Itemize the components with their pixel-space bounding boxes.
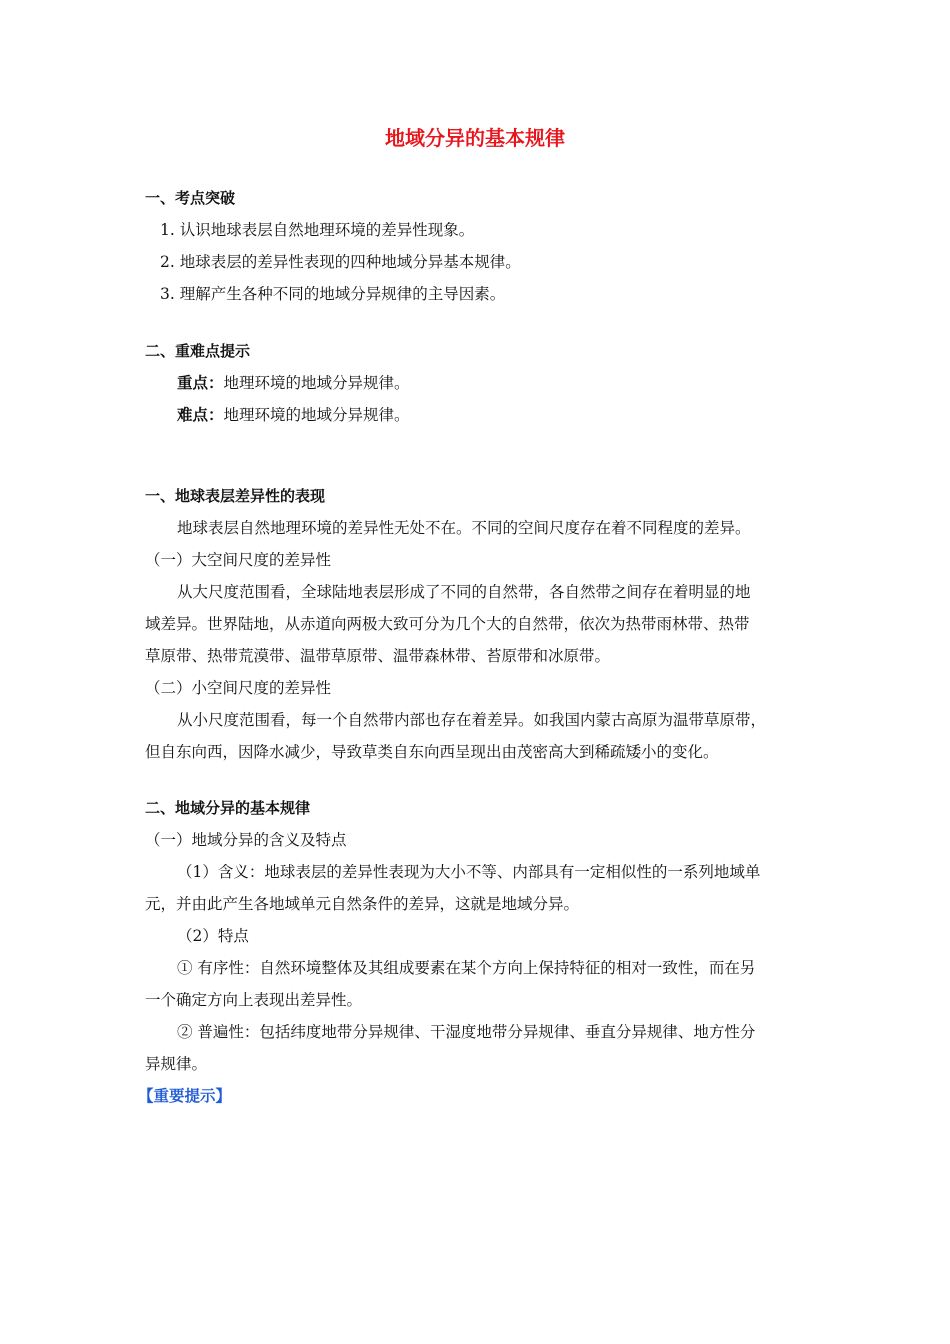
paragraph-line: 元，并由此产生各地域单元自然条件的差异，这就是地域分异。 — [145, 895, 580, 913]
paragraph-line: ② 普遍性：包括纬度地带分异规律、干湿度地带分异规律、垂直分异规律、地方性分 — [177, 1023, 756, 1041]
section-heading-key-difficult: 二、重难点提示 — [145, 342, 251, 360]
paragraph-line: 一个确定方向上表现出差异性。 — [145, 991, 363, 1009]
subheading-meaning-features: （一）地域分异的含义及特点 — [145, 831, 347, 849]
difficult-point-text: 地理环境的地域分异规律。 — [223, 406, 410, 424]
paragraph-line: 域差异。世界陆地，从赤道向两极大致可分为几个大的自然带，依次为热带雨林带、热带 — [145, 615, 750, 633]
difficult-point-line — [177, 404, 410, 426]
subheading-features: （2）特点 — [177, 927, 249, 945]
exam-point-item: 3. 理解产生各种不同的地域分异规律的主导因素。 — [160, 285, 506, 303]
part-heading-basic-rules: 二、地域分异的基本规律 — [145, 799, 311, 817]
exam-point-item: 2. 地球表层的差异性表现的四种地域分异基本规律。 — [160, 253, 521, 271]
paragraph-line: 从大尺度范围看，全球陆地表层形成了不同的自然带，各自然带之间存在着明显的地 — [177, 583, 751, 601]
paragraph-line: 从小尺度范围看，每一个自然带内部也存在着差异。如我国内蒙古高原为温带草原带， — [177, 711, 767, 729]
section-heading-exam-points: 一、考点突破 — [145, 189, 236, 207]
paragraph-line: 地球表层自然地理环境的差异性无处不在。不同的空间尺度存在着不同程度的差异。 — [177, 519, 751, 537]
document-title: 地域分异的基本规律 — [385, 126, 565, 150]
key-point-line — [177, 372, 410, 394]
subheading-large-scale: （一）大空间尺度的差异性 — [145, 551, 332, 569]
paragraph-line: ① 有序性：自然环境整体及其组成要素在某个方向上保持特征的相对一致性，而在另 — [177, 959, 756, 977]
paragraph-line: （1）含义：地球表层的差异性表现为大小不等、内部具有一定相似性的一系列地域单 — [177, 863, 761, 881]
subheading-small-scale: （二）小空间尺度的差异性 — [145, 679, 332, 697]
difficult-point-label: 难点： — [177, 406, 224, 424]
key-point-text: 地理环境的地域分异规律。 — [223, 374, 410, 392]
exam-point-item: 1. 认识地球表层自然地理环境的差异性现象。 — [160, 221, 475, 239]
part-heading-surface-differences: 一、地球表层差异性的表现 — [145, 487, 326, 505]
paragraph-line: 但自东向西，因降水减少，导致草类自东向西呈现出由茂密高大到稀疏矮小的变化。 — [145, 743, 719, 761]
paragraph-line: 异规律。 — [145, 1055, 208, 1073]
key-point-label: 重点： — [177, 374, 224, 392]
important-tip-label: 【重要提示】 — [138, 1087, 232, 1105]
paragraph-line: 草原带、热带荒漠带、温带草原带、温带森林带、苔原带和冰原带。 — [145, 647, 611, 665]
